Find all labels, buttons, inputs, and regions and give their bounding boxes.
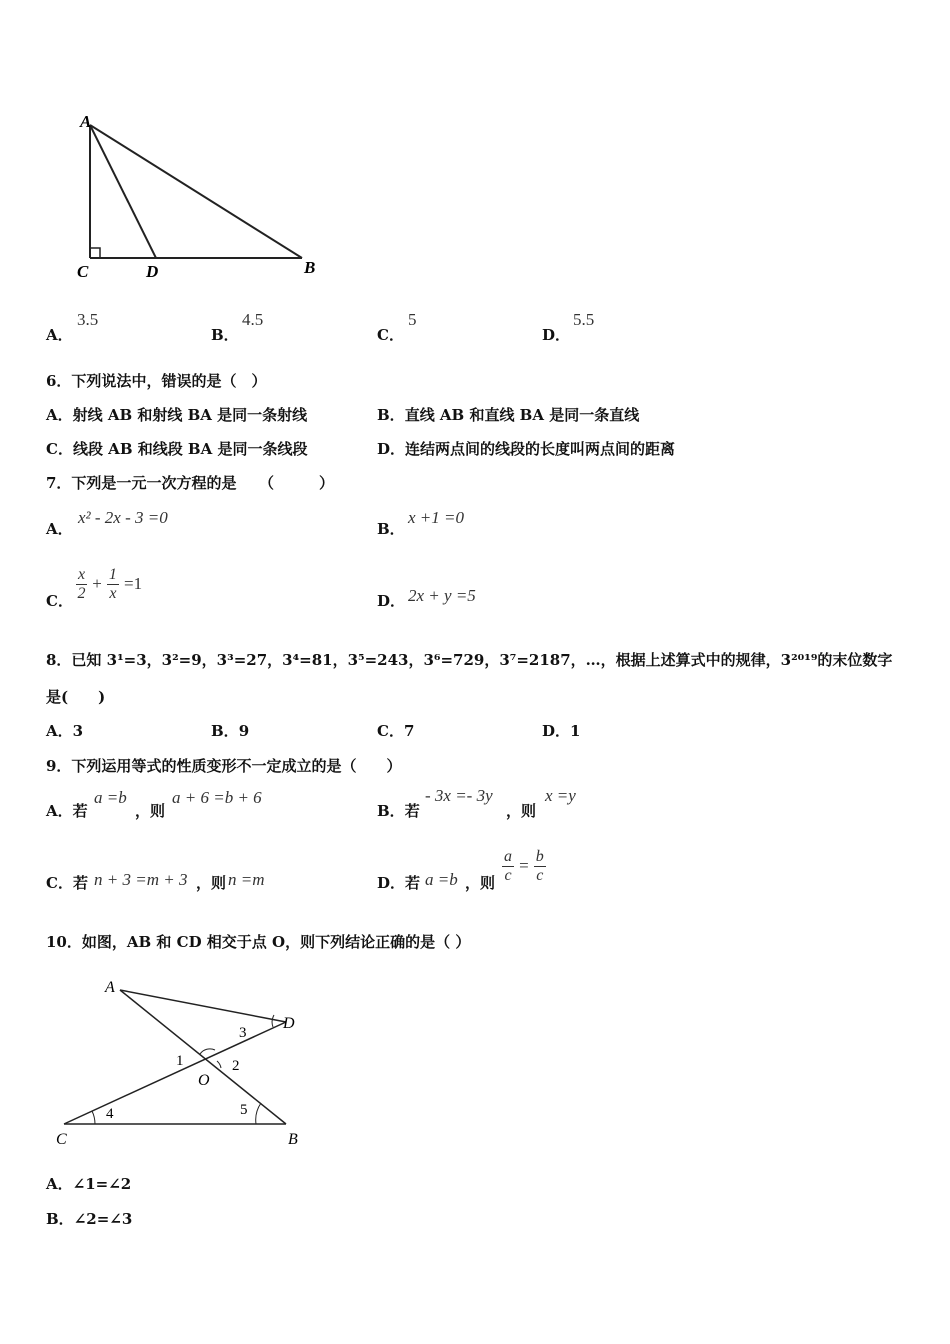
q7-expr-a: x² - 2x - 3 =0 <box>78 508 168 527</box>
q8-option-d: D．1 <box>542 722 581 740</box>
triangle-figure <box>50 105 330 290</box>
option-letter: B． <box>211 326 239 344</box>
q9-option-b: B．若 <box>377 802 420 820</box>
label-O: O <box>198 1072 210 1089</box>
q9-option-c: C．若 <box>46 874 88 892</box>
q7-expr-d: 2x + y =5 <box>408 586 476 605</box>
option-letter: C． <box>377 326 404 344</box>
q5-option-c <box>377 324 404 345</box>
q5-value-b: 4.5 <box>242 310 264 329</box>
q5-option-d <box>542 324 570 345</box>
q6-option-c <box>46 438 307 459</box>
q6-option-b <box>377 404 639 425</box>
q5-option-a <box>46 324 73 345</box>
q9-a-expr2: a + 6 =b + 6 <box>172 788 262 807</box>
angle-label-2: 2 <box>232 1058 240 1074</box>
q10-stem: 10．如图，AB 和 CD 相交于点 O，则下列结论正确的是（ ） <box>46 933 471 951</box>
label-D: D <box>283 1015 295 1032</box>
option-letter: D． <box>377 440 406 458</box>
q5-value-c: 5 <box>408 310 417 329</box>
label-B: B <box>304 258 316 277</box>
q7-stem: 7．下列是一元一次方程的是 （ ） <box>46 474 334 492</box>
label-C: C <box>77 262 89 281</box>
angle-label-1: 1 <box>176 1053 184 1069</box>
option-letter: C． <box>46 440 73 458</box>
q6-stem: 6．下列说法中，错误的是（ ） <box>46 372 267 390</box>
q9-option-a: A．若 <box>46 802 88 820</box>
label-C: C <box>56 1131 67 1148</box>
q7-option-c: C． <box>46 592 73 610</box>
q9-d-ze: ，则 <box>465 874 496 892</box>
q7-expr-b: x +1 =0 <box>408 508 464 527</box>
angle-label-3: 3 <box>239 1025 247 1041</box>
fraction-a-over-c: $\frac{a}{c}$ <box>504 848 512 884</box>
q10-option-b: B．∠2=∠3 <box>46 1210 133 1228</box>
q7-expr-c: $\frac{x}{2}$ + $\frac{1}{x}$ =1 <box>77 566 143 602</box>
q9-stem: 9．下列运用等式的性质变形不一定成立的是（ ） <box>46 757 402 775</box>
q9-d-expr1: a =b <box>425 870 458 889</box>
q9-d-expr2: $\frac{a}{c}$ = $\frac{b}{c}$ <box>504 848 544 884</box>
q9-c-expr1: n + 3 =m + 3 <box>94 870 188 889</box>
option-text: 线段 AB 和线段 BA 是同一条线段 <box>72 440 308 458</box>
option-letter: D． <box>542 326 571 344</box>
q7-option-b: B． <box>377 520 405 538</box>
q5-value-d: 5.5 <box>573 310 595 329</box>
q9-a-expr1: a =b <box>94 788 127 807</box>
option-text: 直线 AB 和直线 BA 是同一条直线 <box>404 406 640 424</box>
option-text: 射线 AB 和射线 BA 是同一条射线 <box>72 406 308 424</box>
q9-a-ze: ，则 <box>135 802 166 820</box>
label-D: D <box>146 262 159 281</box>
fraction-1-over-x: $\frac{1}{x}$ <box>108 566 117 602</box>
q9-b-expr1: - 3x =- 3y <box>425 786 493 805</box>
q6-option-a <box>46 404 307 425</box>
option-letter: A． <box>46 326 73 344</box>
q8-stem-line1: 8．已知 3¹=3，3²=9，3³=27，3⁴=81，3⁵=243，3⁶=729，3⁷=2187，…，根据上述算式中的规律，3²⁰¹⁹的末位数字 <box>46 651 893 669</box>
label-B: B <box>288 1131 298 1148</box>
fraction-x-over-2: $\frac{x}{2}$ <box>77 566 86 602</box>
angle-label-5: 5 <box>240 1102 248 1118</box>
q9-option-d: D．若 <box>377 874 421 892</box>
q6-option-d <box>377 438 675 459</box>
q8-option-a: A．3 <box>46 722 84 740</box>
option-letter: B． <box>377 406 405 424</box>
q9-c-ze: ，则 <box>196 874 227 892</box>
option-letter: A． <box>46 406 73 424</box>
q5-option-b <box>211 324 239 345</box>
label-A: A <box>105 979 115 996</box>
q9-b-expr2: x =y <box>545 786 576 805</box>
option-text: 连结两点间的线段的长度叫两点间的距离 <box>405 440 676 458</box>
intersecting-lines-figure <box>50 970 320 1150</box>
angle-label-4: 4 <box>106 1106 114 1122</box>
q8-option-c: C．7 <box>377 722 415 740</box>
fraction-b-over-c: $\frac{b}{c}$ <box>535 848 544 884</box>
q8-option-b: B．9 <box>211 722 250 740</box>
label-A: A <box>80 112 92 131</box>
q10-option-a: A．∠1=∠2 <box>46 1175 132 1193</box>
q7-option-d: D． <box>377 592 406 610</box>
q5-value-a: 3.5 <box>77 310 99 329</box>
q7-option-a: A． <box>46 520 73 538</box>
q9-b-ze: ，则 <box>506 802 537 820</box>
q9-c-expr2: n =m <box>228 870 265 889</box>
q8-stem-line2: 是( ) <box>46 688 106 706</box>
